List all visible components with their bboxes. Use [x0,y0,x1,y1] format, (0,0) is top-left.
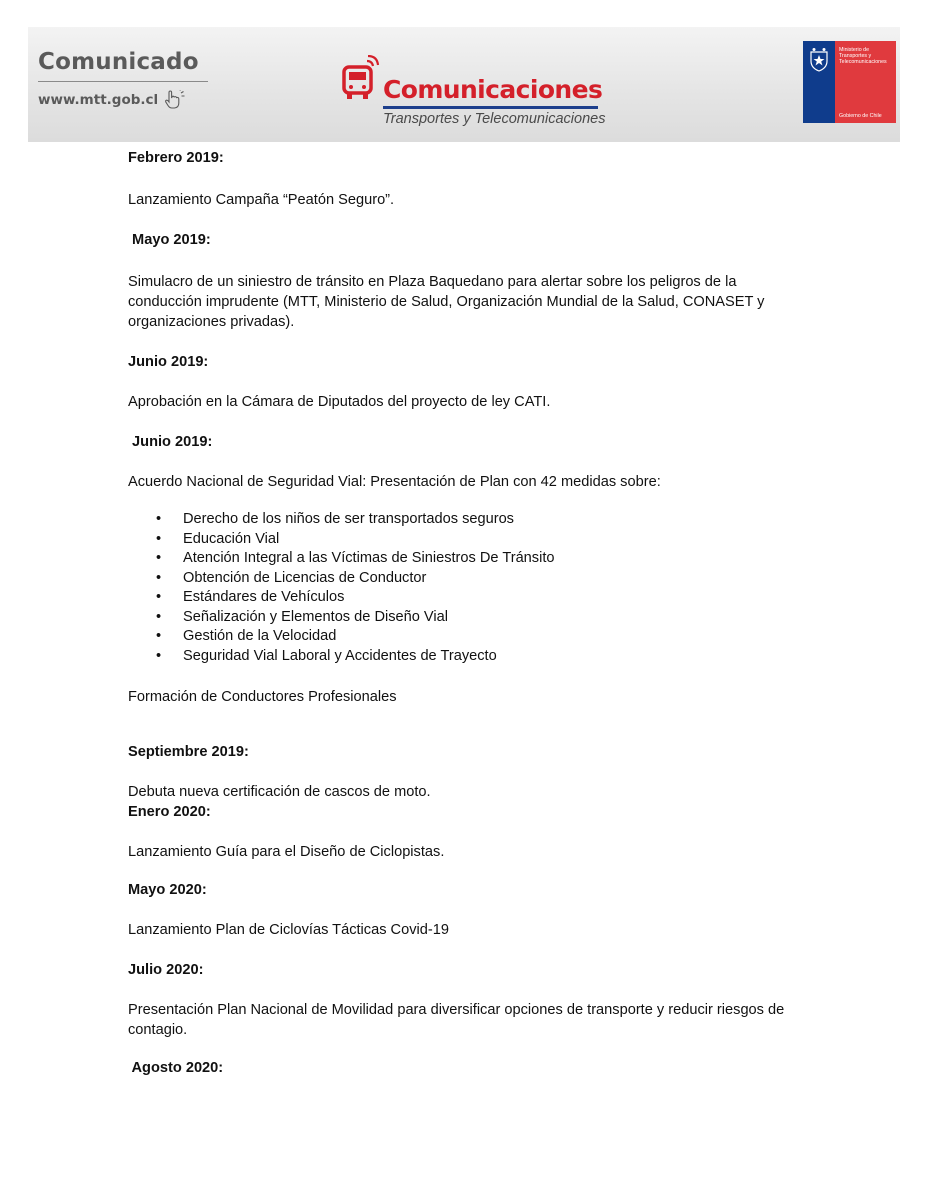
comunicado-title: Comunicado [38,49,199,75]
comunicaciones-logo [341,55,641,125]
section-text: Acuerdo Nacional de Seguridad Vial: Presentación de Plan con 42 medidas sobre: [128,474,661,490]
logo-wordmark: Comunicaciones [383,75,603,104]
comunicado-brand [38,49,208,110]
section-text: Debuta nueva certificación de cascos de moto. [128,784,431,800]
logo-underline [383,106,598,109]
government-footer: Gobierno de Chile [839,113,882,119]
government-badge [803,41,896,123]
list-item: • Señalización y Elementos de Diseño Vial [183,608,808,628]
list-item: • Educación Vial [183,530,808,550]
pointing-hand-icon [164,90,186,110]
section-heading: Junio 2019: [128,434,213,450]
list-item: • Estándares de Vehículos [183,588,808,608]
section-heading: Mayo 2019: [128,232,211,248]
section-heading: Septiembre 2019: [128,744,249,760]
letterhead [28,27,900,142]
coat-of-arms-icon [808,47,830,73]
list-item: • Obtención de Licencias de Conductor [183,569,808,589]
list-item: • Derecho de los niños de ser transportados seguros [183,510,808,530]
section-heading: Julio 2020: [128,962,204,978]
press-release-body [128,148,808,1078]
list-item: • Atención Integral a las Víctimas de Siniestros De Tránsito [183,549,808,569]
section-text: Lanzamiento Guía para el Diseño de Ciclopistas. [128,844,445,860]
measures-list [128,510,808,666]
website-line [38,90,208,110]
list-item: • Seguridad Vial Laboral y Accidentes de Trayecto [183,647,808,667]
list-item: • Gestión de la Velocidad [183,627,808,647]
section-heading: Mayo 2020: [128,882,207,898]
section-heading: Junio 2019: [128,354,209,370]
website-url[interactable]: www.mtt.gob.cl [38,92,159,108]
brand-divider [38,81,208,82]
section-text: Lanzamiento Campaña “Peatón Seguro”. [128,192,395,208]
logo-subtitle: Transportes y Telecomunicaciones [383,111,606,127]
section-heading: Agosto 2020: [128,1060,224,1076]
section-text: Formación de Conductores Profesionales [128,689,397,705]
section-text: Lanzamiento Plan de Ciclovías Tácticas Covid-19 [128,922,449,938]
section-heading: Enero 2020: [128,804,211,820]
section-text: Simulacro de un siniestro de tránsito en Plaza Baquedano para alertar sobre los peligros de la conducción imprudente (MTT, Ministerio de Salud, Organización Mundial de la Salud, CONASET y organizaciones privadas). [128,274,765,330]
section-text: Aprobación en la Cámara de Diputados del proyecto de ley CATI. [128,394,551,410]
section-heading: Febrero 2019: [128,150,224,166]
bus-signal-icon [341,55,383,103]
ministry-name: Ministerio de Transportes y Telecomunicaciones [839,47,887,65]
section-text: Presentación Plan Nacional de Movilidad para diversificar opciones de transporte y reducir riesgos de contagio. [128,1002,785,1038]
